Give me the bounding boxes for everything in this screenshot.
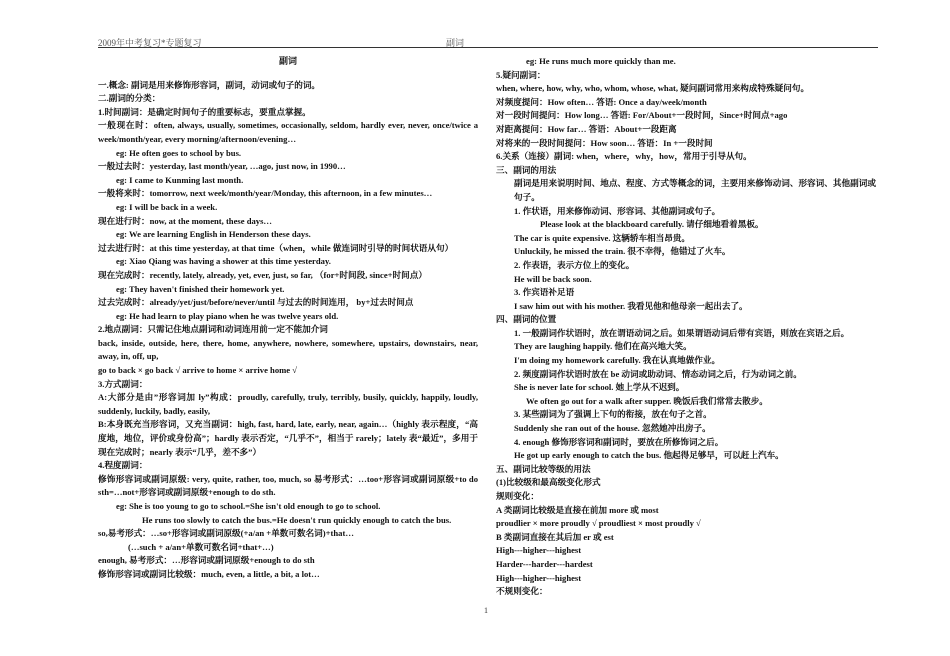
- example-line: eg: They haven't finished their homework yet.: [116, 283, 285, 294]
- text-line: 4. enough 修饰形容词和副词时，要放在所修饰词之后。: [514, 436, 724, 447]
- text-line: 三、副词的用法: [496, 164, 557, 175]
- text-line: 一般过去时：yesterday, last month/year, …ago, just now, in 1990…: [98, 161, 346, 172]
- text-line: go to back × go back √ arrive to home × arrive home √: [98, 365, 297, 376]
- text-line: enough, 易考形式：…形容词或副词原级+enough to do sth: [98, 555, 315, 566]
- left-column: [98, 55, 478, 582]
- text-line: 副词是用来说明时间、地点、程度、方式等概念的词，主要用来修饰动词、形容词、其他副词或句子。: [514, 178, 876, 202]
- text-line: 修饰形容词或副词原级: very, quite, rather, too, much, so 易考形式：…too+形容词或副词原级+to do sth=…not+形容词或副词原级+enough to do sth.: [98, 473, 478, 498]
- example-line: eg: He often goes to school by bus.: [116, 147, 242, 158]
- text-line: 2. 频度副词作状语时放在 be 动词或助动词、情态动词之后，行为动词之前。: [514, 368, 802, 379]
- text-line: (1)比较级和最高级变化形式: [496, 477, 601, 488]
- text-line: 2. 作表语，表示方位上的变化。: [514, 259, 635, 270]
- text-line: (…such + a/an+单数可数名词+that+…): [128, 541, 274, 552]
- text-line: Harder---harder---hardest: [496, 558, 593, 569]
- text-line: 规则变化：: [496, 491, 539, 501]
- example-line: She is never late for school. 她上学从不迟到。: [514, 382, 685, 393]
- text-line: 四、副词的位置: [496, 314, 557, 325]
- text-line: 1.时间副词：是确定时间句子的重要标志，要重点掌握。: [98, 106, 311, 117]
- text-line: 2.地点副词：只需记住地点副词和动词连用前一定不能加介词: [98, 324, 328, 335]
- example-line: He will be back soon.: [514, 273, 592, 284]
- header-left: 2009年中考复习*专题复习: [98, 38, 202, 48]
- page-number: 1: [484, 606, 488, 615]
- text-line: 1. 作状语，用来修饰动词、形容词、其他副词或句子。: [514, 205, 721, 216]
- example-line: He runs too slowly to catch the bus.=He doesn't run quickly enough to catch the bus.: [142, 514, 452, 525]
- example-line: eg: We are learning English in Henderson these days.: [116, 229, 311, 240]
- example-line: eg: He had learn to play piano when he was twelve years old.: [116, 310, 339, 321]
- example-line: We often go out for a walk after supper. 晚饭后我们常常去散步。: [526, 395, 768, 406]
- text-line: 过去完成时：already/yet/just/before/never/until 与过去的时间连用， by+过去时间点: [98, 297, 414, 308]
- text-line: 五、副词比较等级的用法: [496, 463, 591, 474]
- text-line: 对距离提问：How far… 答语：About+一段距离: [496, 123, 677, 134]
- example-line: Please look at the blackboard carefully. 请仔细地看着黑板。: [540, 219, 764, 230]
- example-line: Unluckily, he missed the train. 很不幸得，他错过了火车。: [514, 246, 731, 257]
- section-title: 副词: [278, 56, 297, 66]
- text-line: 对一段时间提问：How long… 答语: For/About+一段时间，Since+时间点+ago: [496, 110, 788, 121]
- text-line: 6.关系（连接）副词: when，where，why，how，常用于引导从句。: [496, 151, 752, 162]
- example-line: I'm doing my homework carefully. 我在认真地做作业。: [514, 355, 721, 366]
- text-line: A 类副词比较级是直接在前加 more 或 most: [496, 504, 659, 515]
- example-line: He got up early enough to catch the bus. 他起得足够早，可以赶上汽车。: [514, 450, 784, 461]
- example-line: They are laughing happily. 他们在高兴地大笑。: [514, 341, 692, 352]
- example-line: eg: She is too young to go to school.=She isn't old enough to go to school.: [116, 501, 381, 511]
- text-line: B 类副词直接在其后加 er 或 est: [496, 531, 614, 542]
- example-line: The car is quite expensive. 这辆轿车相当昂贵。: [514, 232, 691, 243]
- text-line: 对将来的一段时间提问：How soon… 答语：In +一段时间: [496, 137, 713, 148]
- header-center: 副词: [446, 38, 465, 48]
- text-line: A:大部分是由”形容词加 ly”构成：proudly, carefully, truly, terribly, busily, quickly, happily, loudly, suddenly, luckily, badly, easily,: [98, 392, 478, 416]
- text-line: B:本身既充当形容词，又充当副词：high, fast, hard, late, early, near, again…（highly 表示程度，“高度地，地位，评价或身份高”；hardly 表示否定，“几乎不”，相当于 rarely；lately 表“最近”，多用于现在完成时；nearly 表示“几乎，差不多”）: [98, 419, 478, 457]
- text-line: 3. 某些副词为了强调上下句的衔接，放在句子之首。: [514, 409, 712, 420]
- text-line: 修饰形容词或副词比较级：much, even, a little, a bit, a lot…: [98, 568, 320, 579]
- text-line: so,易考形式：…so+形容词或副词原级(+a/an +单数可数名词)+that…: [98, 528, 354, 539]
- text-line: High---higher---highest: [496, 572, 582, 583]
- text-line: 对频度提问：How often… 答语: Once a day/week/month: [496, 96, 707, 107]
- example-line: eg: He runs much more quickly than me.: [526, 56, 676, 66]
- example-line: eg: I will be back in a week.: [116, 201, 218, 212]
- header-rule: [98, 47, 878, 48]
- text-line: 1. 一般副词作状语时，放在谓语动词之后。如果谓语动词后带有宾语，则放在宾语之后。: [514, 327, 850, 338]
- text-line: 现在完成时：recently, lately, already, yet, ever, just, so far, （for+时间段, since+时间点）: [98, 269, 427, 280]
- text-line: 3. 作宾语补足语: [514, 287, 575, 298]
- text-line: 现在进行时：now, at the moment, these days…: [98, 215, 273, 226]
- example-line: eg: Xiao Qiang was having a shower at this time yesterday.: [116, 256, 331, 267]
- text-line: 3.方式副词：: [98, 378, 148, 389]
- example-line: eg: I came to Kunming last month.: [116, 174, 244, 185]
- text-line: High---higher---highest: [496, 545, 582, 556]
- text-line: 不规则变化：: [496, 586, 548, 597]
- text-line: 4.程度副词：: [98, 460, 148, 471]
- example-line: Suddenly she ran out of the house. 忽然她冲出房子。: [514, 423, 711, 434]
- example-line: I saw him out with his mother. 我看见他和他母亲一起出去了。: [514, 300, 748, 311]
- text-line: when, where, how, why, who, whom, whose, what, 疑问副词常用来构成特殊疑问句。: [496, 83, 810, 94]
- text-line: 一般现在时：often, always, usually, sometimes, occasionally, seldom, hardly ever, never, once/twice a week/month/year, every morning/afternoon/evening…: [98, 120, 478, 144]
- text-line: back, inside, outside, here, there, home, anywhere, nowhere, somewhere, upstairs, downstairs, near, away, in, off, up,: [98, 337, 478, 362]
- text-line: 一.概念: 副词是用来修饰形容词，副词，动词或句子的词。: [98, 79, 321, 90]
- text-line: 5.疑问副词：: [496, 69, 546, 80]
- text-line: proudlier × more proudly √ proudliest × most proudly √: [496, 518, 701, 529]
- text-line: 二.副词的分类：: [98, 93, 161, 104]
- right-column: [496, 55, 876, 599]
- text-line: 一般将来时：tomorrow, next week/month/year/Monday, this afternoon, in a few minutes…: [98, 188, 433, 199]
- text-line: 过去进行时：at this time yesterday, at that time（when，while 做连词时引导的时间状语从句）: [98, 242, 454, 253]
